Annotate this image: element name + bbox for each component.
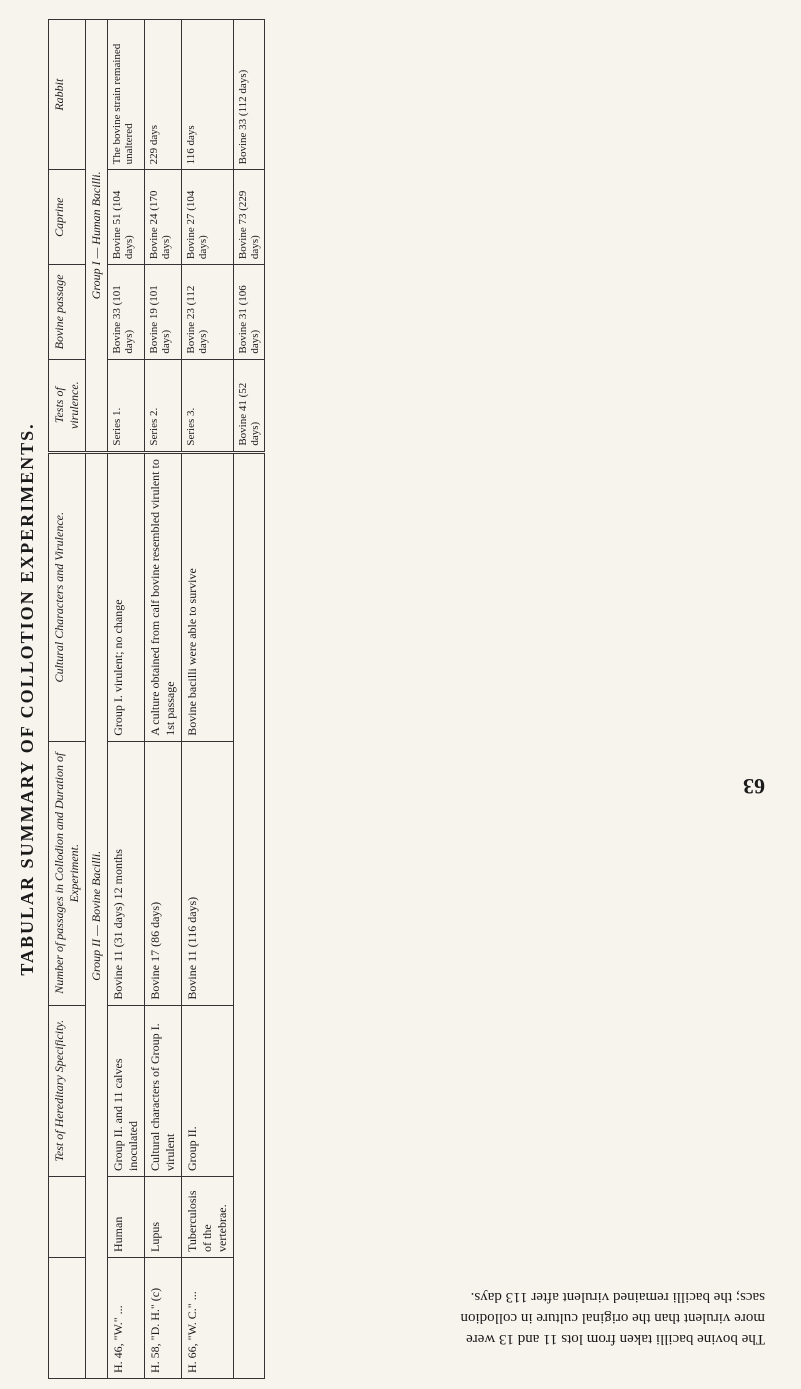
col-header-cultural: Cultural Characters and Virulence. [49,452,86,741]
row-spacer [234,452,265,1378]
row-cultural: Group I. virulent; no change [108,452,145,741]
table-row [145,20,182,1379]
row-type: H. 46, "W." ... [108,1258,145,1379]
row-series-value: Bovine 27 (104 days) [182,170,234,265]
col-header-bovine: Bovine passage [49,265,86,360]
row-lineage: Human [108,1177,145,1258]
row-series-value: Bovine 33 (101 days) [108,265,145,360]
table-row [234,20,265,1379]
col-header-type [49,1258,86,1379]
row-lineage: Lupus [145,1177,182,1258]
summary-table [48,19,265,1379]
row-series-extra: Bovine 73 (229 days) [234,170,265,265]
col-header-rabbit: Rabbit [49,20,86,170]
right-group-header: Group I — Human Bacilli. [86,20,108,453]
row-virulence: The bovine strain remained unaltered [108,20,145,170]
row-series-extra: Bovine 33 (112 days) [234,20,265,170]
row-series-name: Series 2. [145,359,182,452]
col-header-virulence: Tests of virulence. [49,359,86,452]
row-type: H. 58, "D. H." (c) [145,1258,182,1379]
row-test: Group II. and 11 calves inoculated [108,1005,145,1176]
row-passages: Bovine 17 (86 days) [145,741,182,1005]
row-series-value: Bovine 24 (170 days) [145,170,182,265]
caption-line: The bovine bacilli taken from lots 11 and 13 were [466,1331,765,1347]
caption [345,1286,765,1349]
left-group-header: Group II — Bovine Bacilli. [86,452,108,1378]
row-test: Group II. [182,1005,234,1176]
row-passages: Bovine 11 (31 days) 12 months [108,741,145,1005]
row-series-extra: Bovine 41 (52 days) [234,359,265,452]
caption-line: sacs; the bacilli remained virulent after 113 days. [470,1289,765,1305]
summary-table-block [11,19,671,1379]
row-virulence: 116 days [182,20,234,170]
row-series-value: Bovine 19 (101 days) [145,265,182,360]
row-cultural: Bovine bacilli were able to survive [182,452,234,741]
row-series-name: Series 3. [182,359,234,452]
col-header-passages: Number of passages in Collodion and Duration of Experiment. [49,741,86,1005]
row-series-value: Bovine 51 (104 days) [108,170,145,265]
row-virulence: 229 days [145,20,182,170]
row-type: H. 66, "W. C." ... [182,1258,234,1379]
row-series-extra: Bovine 31 (106 days) [234,265,265,360]
col-header-caprine: Caprine [49,170,86,265]
table-row [108,20,145,1379]
col-header-test: Test of Hereditary Specificity. [49,1005,86,1176]
table-row [182,20,234,1379]
row-test: Cultural characters of Group I. virulent [145,1005,182,1176]
caption-line: more virulent than the original culture in collodion [460,1310,765,1326]
row-series-name: Series 1. [108,359,145,452]
row-series-value: Bovine 23 (112 days) [182,265,234,360]
row-cultural: A culture obtained from calf bovine resembled virulent to 1st passage [145,452,182,741]
table-title: TABULAR SUMMARY OF COLLOTION EXPERIMENTS. [17,422,37,976]
col-header-lineage [49,1177,86,1258]
row-lineage: Tuberculosis of the vertebrae. [182,1177,234,1258]
row-passages: Bovine 11 (116 days) [182,741,234,1005]
page-number: 63 [743,774,765,799]
